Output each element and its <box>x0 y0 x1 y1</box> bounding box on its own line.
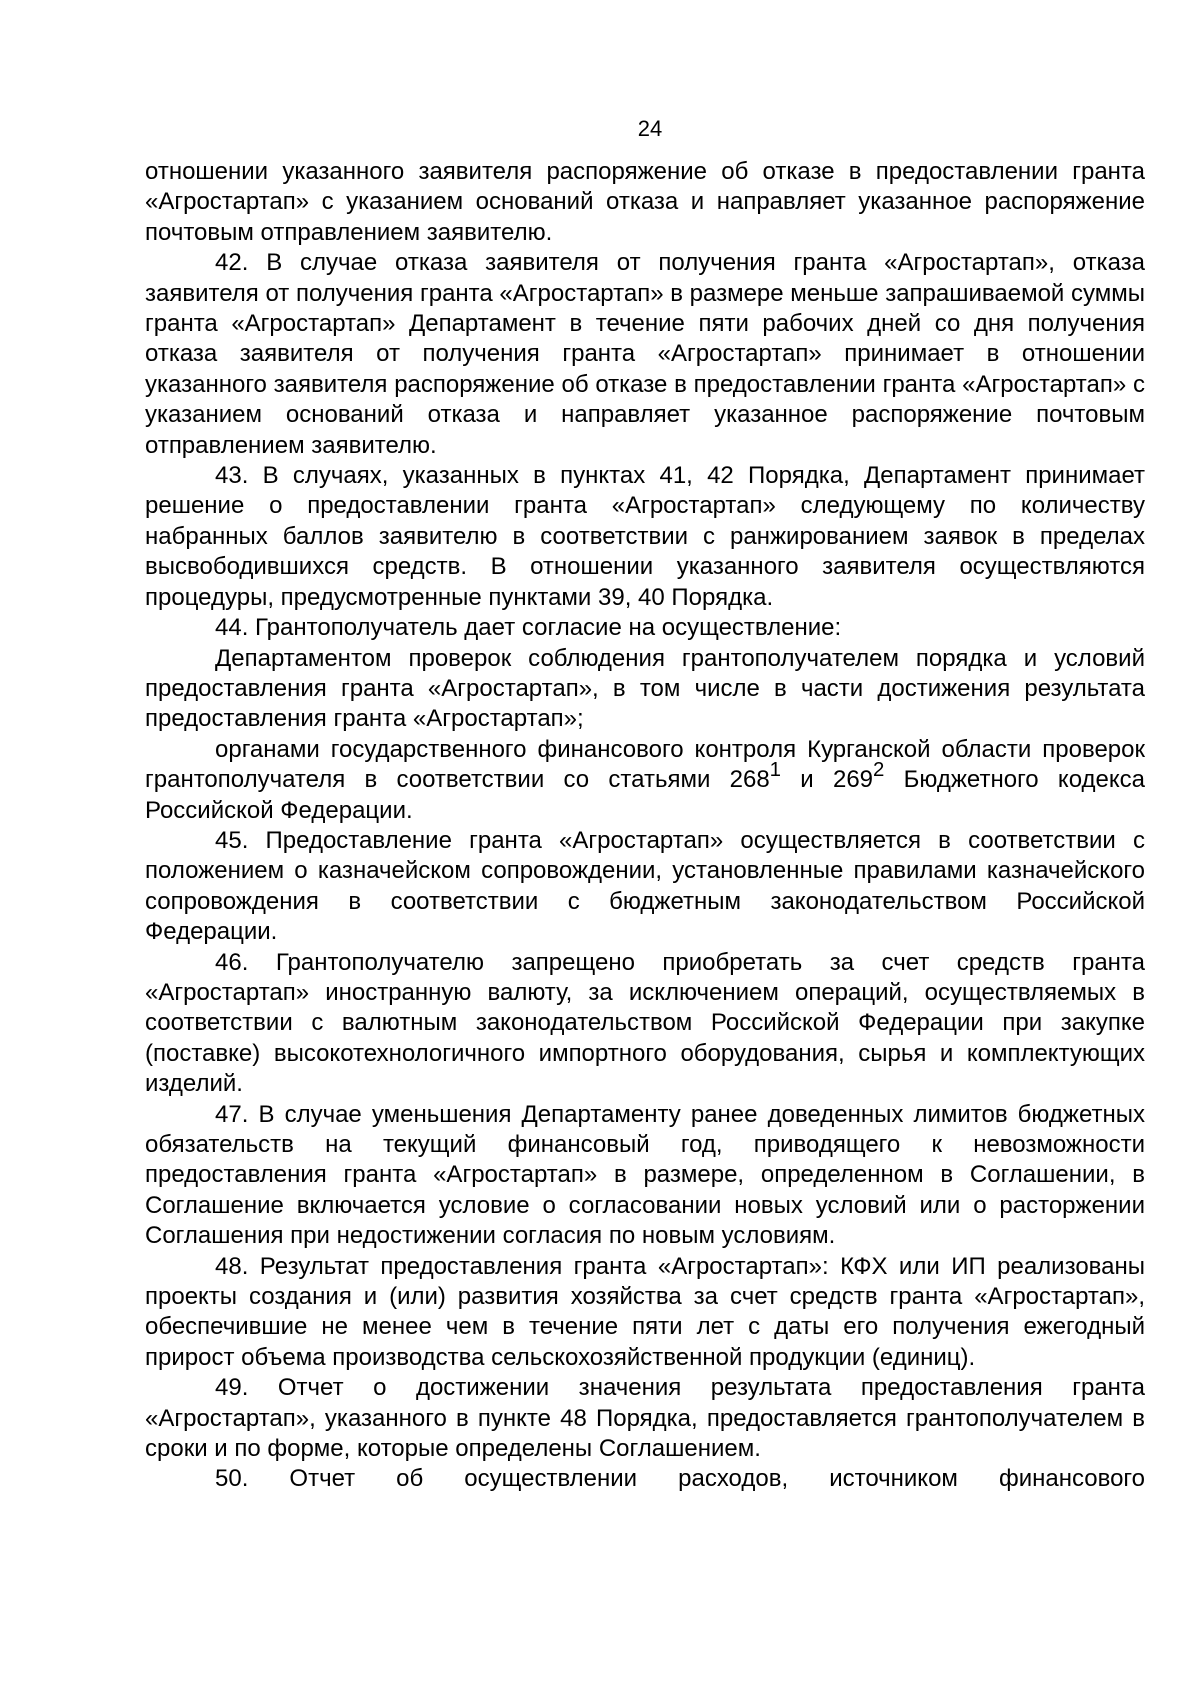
document-body <box>145 157 1145 1495</box>
paragraph-42: 42. В случае отказа заявителя от получения гранта «Агростартап», отказа заявителя от получения гранта «Агростартап» в размере меньше запрашиваемой суммы гранта «Агростартап» Департамент в течение пяти рабочих дней со дня получения отказа заявителя от получения гранта «Агростартап» принимает в отношении указанного заявителя распоряжение об отказе в предоставлении гранта «Агростартап» с указанием оснований отказа и направляет указанное распоряжение почтовым отправлением заявителю. <box>145 249 1145 459</box>
paragraph-47: 47. В случае уменьшения Департаменту ранее доведенных лимитов бюджетных обязательств на текущий финансовый год, приводящего к невозможности предоставления гранта «Агростартап» в размере, определенном в Соглашении, в Соглашение включается условие о согласовании новых условий или о расторжении Соглашения при недостижении согласия по новым условиям. <box>145 1100 1145 1250</box>
financial-control-text-start: органами государственного финансового контроля Курганской области проверок грантополучателя в соответствии со статьями 268 <box>145 735 1145 794</box>
superscript-1: 1 <box>769 758 782 781</box>
paragraph-continuation: отношении указанного заявителя распоряжение об отказе в предоставлении гранта «Агростартап» с указанием оснований отказа и направляет указанное распоряжение почтовым отправлением заявителю. <box>145 158 1145 246</box>
paragraph-44: 44. Грантополучатель дает согласие на осуществление: <box>215 614 842 642</box>
page-number: 24 <box>637 116 663 141</box>
paragraph-48: 48. Результат предоставления гранта «Агростартап»: КФХ или ИП реализованы проекты создания и (или) развития хозяйства за счет средств гранта «Агростартап», обеспечившие не менее чем в течение пяти лет с даты его получения ежегодный прирост объема производства сельскохозяйственной продукции (единиц). <box>145 1252 1145 1371</box>
financial-control-text-middle: и 269 <box>781 766 874 794</box>
paragraph-46: 46. Грантополучателю запрещено приобретать за счет средств гранта «Агростартап» иностранную валюту, за исключением операций, осуществляемых в соответствии с валютным законодательством Российской Федерации при закупке (поставке) высокотехнологичного импортного оборудования, сырья и комплектующих изделий. <box>145 948 1145 1098</box>
paragraph-44-financial-control <box>145 735 1145 826</box>
paragraph-45: 45. Предоставление гранта «Агростартап» осуществляется в соответствии с положением о казначейском сопровождении, установленные правилами казначейского сопровождения в соответствии с бюджетным законодательством Российской Федерации. <box>145 826 1145 946</box>
paragraph-49: 49. Отчет о достижении значения результата предоставления гранта «Агростартап», указанного в пункте 48 Порядка, предоставляется грантополучателем в сроки и по форме, которые определены Соглашением. <box>145 1374 1145 1463</box>
paragraph-44-department-checks: Департаментом проверок соблюдения грантополучателем порядка и условий предоставления гранта «Агростартап», в том числе в части достижения результата предоставления гранта «Агростартап»; <box>145 644 1145 733</box>
financial-control-text-end: Бюджетного кодекса Российской Федерации. <box>145 766 1145 824</box>
paragraph-50: 50. Отчет об осуществлении расходов, источником финансового <box>215 1465 1145 1493</box>
superscript-2: 2 <box>873 758 885 781</box>
paragraph-43: 43. В случаях, указанных в пунктах 41, 42 Порядка, Департамент принимает решение о предоставлении гранта «Агростартап» следующему по количеству набранных баллов заявителю в соответствии с ранжированием заявок в пределах высвободившихся средств. В отношении указанного заявителя осуществляются процедуры, предусмотренные пунктами 39, 40 Порядка. <box>145 462 1145 611</box>
